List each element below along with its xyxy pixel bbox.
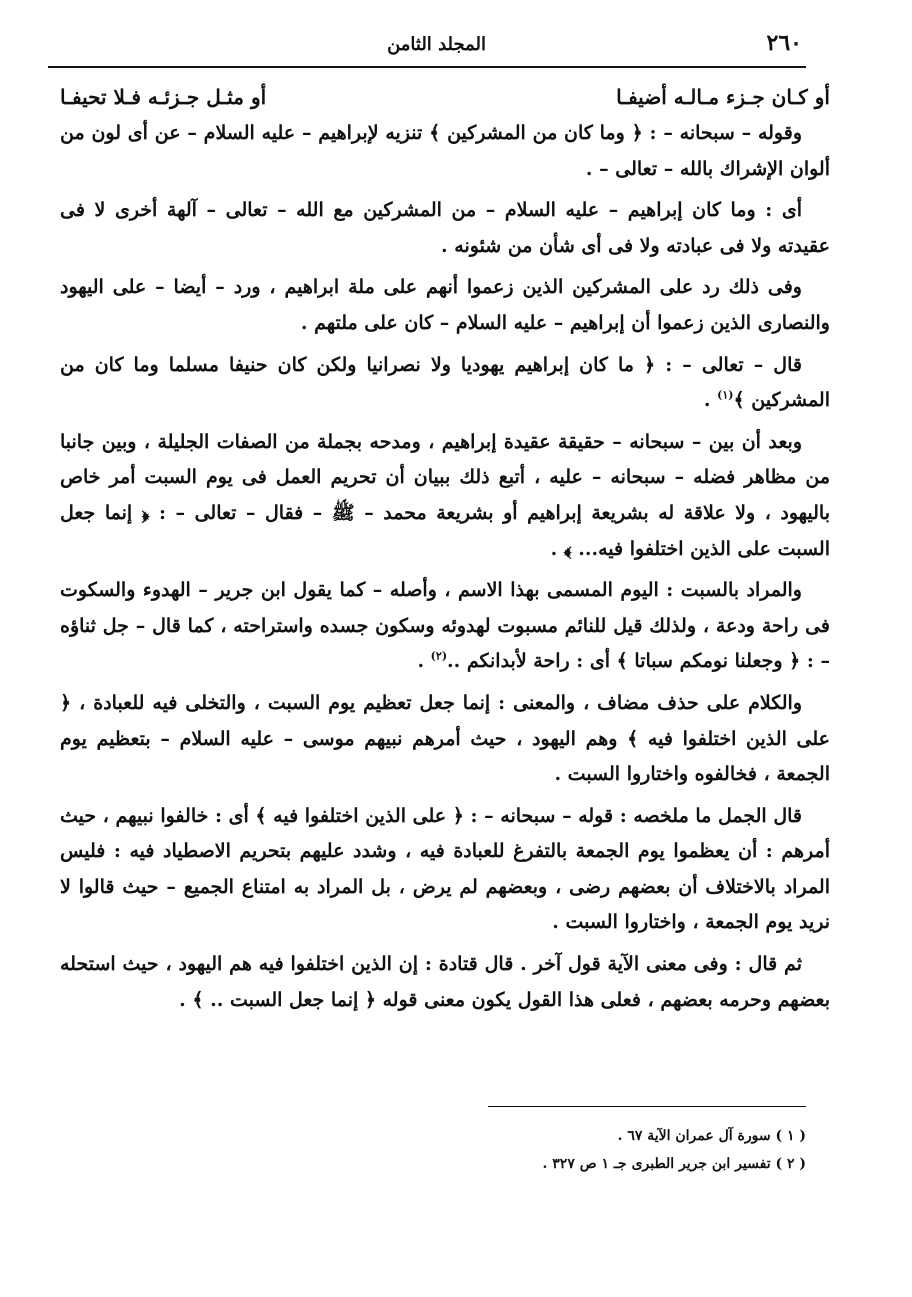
body-text xyxy=(60,80,830,1024)
paragraph: قال – تعالى – : ﴿ ما كان إبراهيم يهوديا ولا نصرانيا ولكن كان حنيفا مسلما وما كان من المشركين ﴾$^{(١)}$ . xyxy=(60,353,830,412)
header-rule xyxy=(48,66,806,68)
running-head: المجلد الثامن xyxy=(387,34,486,55)
paragraph: ثم قال : وفى معنى الآية قول آخر . قال قتادة : إن الذين اختلفوا فيه هم اليهود ، حيث استحله بعضهم وحرمه بعضهم ، فعلى هذا القول يكون معنى قوله ﴿ إنما جعل السبت .. ﴾ . xyxy=(60,953,830,1011)
footnote: ( ١ ) سورة آل عمران الآية ٦٧ . xyxy=(617,1128,806,1144)
poetry-verse xyxy=(60,80,830,116)
paragraph: وقوله – سبحانه – : ﴿ وما كان من المشركين ﴾ تنزيه لإبراهيم – عليه السلام – عن أى لون من ألوان الإشراك بالله – تعالى – . xyxy=(60,122,830,180)
page-header xyxy=(50,30,802,66)
paragraph: أى : وما كان إبراهيم – عليه السلام – من المشركين مع الله – تعالى – آلهة أخرى لا فى عقيدته ولا فى عبادته ولا فى أى شأن من شئونه . xyxy=(60,199,830,257)
verse-first-hemistich: أو كـان جـزء مـالـه أضيفـا xyxy=(616,85,830,109)
page-number: ٢٦٠ xyxy=(766,30,802,56)
paragraph: وفى ذلك رد على المشركين الذين زعموا أنهم على ملة ابراهيم ، ورد – أيضا – على اليهود والنصارى الذين زعموا أن إبراهيم – عليه السلام – كان على ملتهم . xyxy=(60,276,830,334)
paragraph: قال الجمل ما ملخصه : قوله – سبحانه – : ﴿ على الذين اختلفوا فيه ﴾ أى : خالفوا نبيهم ، حيث أمرهم : أن يعظموا يوم الجمعة بالتفرغ للعبادة فيه ، وشدد عليهم بتحريم الاصطياد فيه : فليس المراد بالاختلاف أن بعضهم رضى ، وبعضهم لم يرض ، بل المراد به امتناع الجميع – حيث قالوا لا نريد يوم الجمعة ، واختاروا السبت . xyxy=(60,804,830,934)
footnote-rule xyxy=(488,1106,806,1107)
paragraph: وبعد أن بين – سبحانه – حقيقة عقيدة إبراهيم ، ومدحه بجملة من الصفات الجليلة ، وبين جانبا من مظاهر فضله – سبحانه – عليه ، أتبع ذلك ببيان أن تحريم العمل فى يوم السبت أمر خاص باليهود ، ولا علاقة له بشريعة إبراهيم أو بشريعة محمد – ﷺ – فقال – تعالى – : ﴿ إنما جعل السبت على الذين اختلفوا فيه... ﴾ . xyxy=(60,430,830,560)
paragraph: والكلام على حذف مضاف ، والمعنى : إنما جعل تعظيم يوم السبت ، والتخلى فيه للعبادة ، ﴿ على الذين اختلفوا فيه ﴾ وهم اليهود ، حيث أمرهم نبيهم موسى – عليه السلام – بتعظيم يوم الجمعة ، فخالفوه واختاروا السبت . xyxy=(60,691,830,786)
footnotes xyxy=(306,1122,806,1178)
footnote-ref: (٢) xyxy=(430,649,448,663)
footnote-ref: (١) xyxy=(717,388,734,402)
verse-second-hemistich: أو مثـل جـزئـه فـلا تحيفـا xyxy=(60,85,267,109)
paragraph: والمراد بالسبت : اليوم المسمى بهذا الاسم ، وأصله – كما يقول ابن جرير – الهدوء والسكوت فى راحة ودعة ، ولذلك قيل للنائم مسبوت لهدوئه وسكون جسده واستراحته ، كما قال – جل ثناؤه – : ﴿ وجعلنا نومكم سباتا ﴾ أى : راحة لأبدانكم ..$^{(٢)}$ . xyxy=(60,579,830,673)
footnote: ( ٢ ) تفسير ابن جرير الطبرى جـ ١ ص ٣٢٧ . xyxy=(542,1156,806,1172)
